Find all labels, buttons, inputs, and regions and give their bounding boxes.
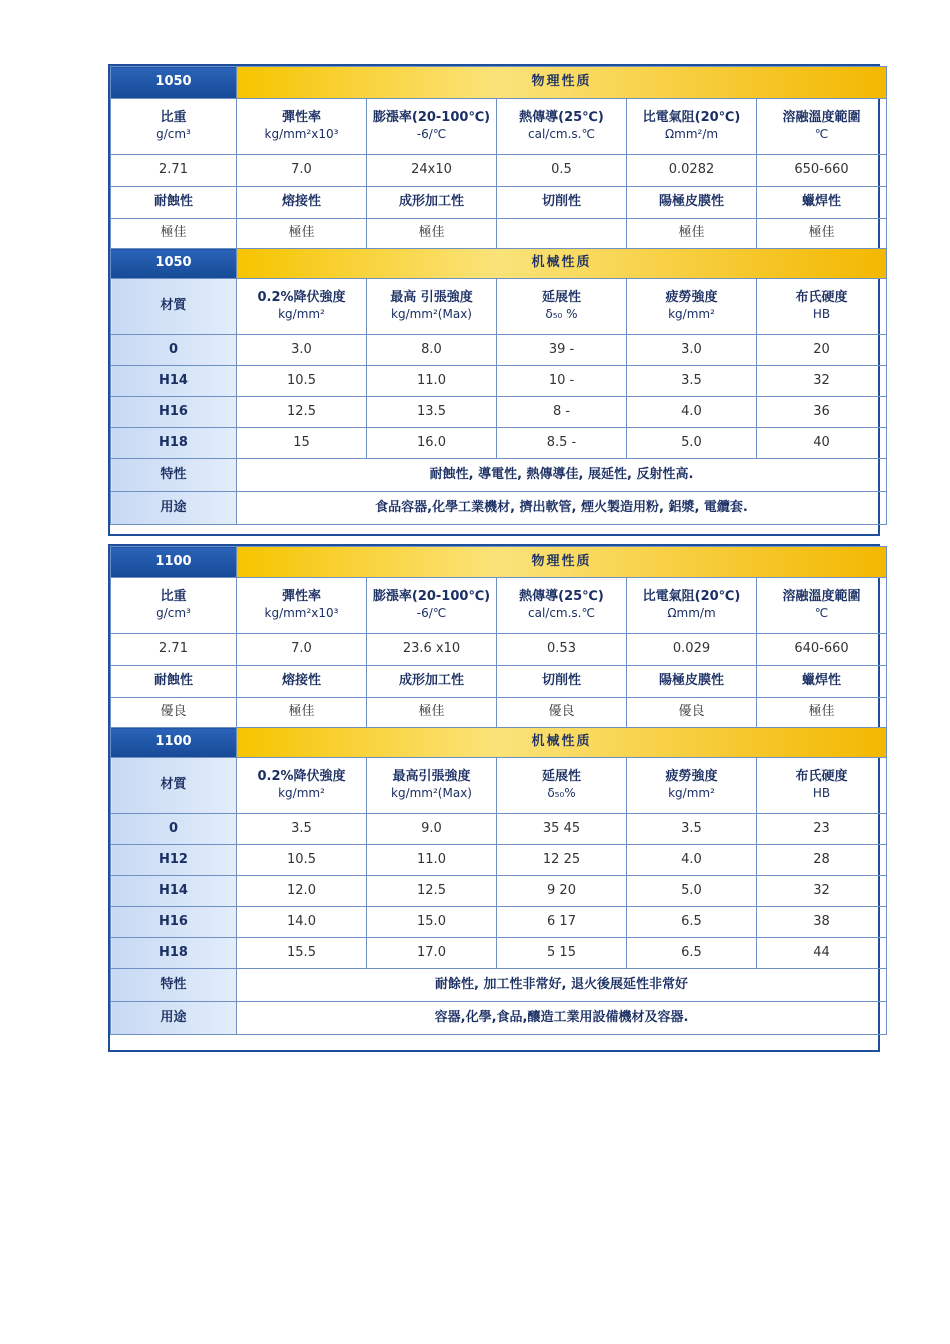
header-cell: 切削性 — [497, 187, 627, 219]
header-label: 比重 — [160, 110, 187, 126]
header-cell — [367, 99, 497, 155]
section-title: 物理性质 — [237, 547, 887, 578]
temper-cell: H14 — [111, 876, 237, 907]
header-cell — [237, 99, 367, 155]
header-unit: kg/mm² — [278, 786, 325, 801]
section-alloy-label: 1050 — [111, 249, 237, 279]
value-cell: 極佳 — [237, 219, 367, 249]
header-cell — [627, 279, 757, 335]
value-cell: 3.0 — [237, 335, 367, 366]
value-cell: 2.71 — [111, 155, 237, 187]
header-cell — [757, 99, 887, 155]
value-cell: 39 - — [497, 335, 627, 366]
header-cell: 材質 — [111, 758, 237, 814]
header-cell — [367, 578, 497, 634]
mechanical-header-row — [111, 758, 887, 814]
mechanical-header-row — [111, 279, 887, 335]
value-cell: 35 45 — [497, 814, 627, 845]
value-cell: 12.0 — [237, 876, 367, 907]
physical-values-row — [111, 155, 887, 187]
table-row — [111, 938, 887, 969]
header-label: 膨漲率(20-100℃) — [372, 589, 491, 605]
value-cell: 0.0282 — [627, 155, 757, 187]
value-cell: 10 - — [497, 366, 627, 397]
header-unit: kg/mm² — [668, 786, 715, 801]
header-unit: g/cm³ — [156, 606, 191, 621]
value-cell: 32 — [757, 366, 887, 397]
table-row — [111, 428, 887, 459]
physical-header-row — [111, 99, 887, 155]
table-row — [111, 907, 887, 938]
header-unit: δ₅₀ % — [545, 307, 578, 322]
value-cell: 8.0 — [367, 335, 497, 366]
header-unit: g/cm³ — [156, 127, 191, 142]
table-row — [111, 814, 887, 845]
header-cell: 材質 — [111, 279, 237, 335]
processing-header-row — [111, 187, 887, 219]
header-label: 比電氣阻(20℃) — [642, 589, 741, 605]
header-label: 溶融溫度範圍 — [782, 589, 861, 605]
header-label: 比重 — [160, 589, 187, 605]
header-cell — [757, 758, 887, 814]
value-cell: 4.0 — [627, 397, 757, 428]
header-unit: cal/cm.s.℃ — [528, 127, 595, 142]
header-label: 延展性 — [541, 290, 581, 306]
table-row — [111, 335, 887, 366]
value-cell: 15.0 — [367, 907, 497, 938]
feature-text: 耐餘性, 加工性非常好, 退火後展延性非常好 — [237, 969, 887, 1002]
header-unit: cal/cm.s.℃ — [528, 606, 595, 621]
physical-section-header — [111, 67, 887, 99]
temper-cell: H14 — [111, 366, 237, 397]
header-unit: kg/mm² — [668, 307, 715, 322]
temper-cell: H16 — [111, 397, 237, 428]
temper-cell: H18 — [111, 938, 237, 969]
header-unit: HB — [812, 307, 831, 322]
header-cell: 成形加工性 — [367, 187, 497, 219]
value-cell: 0.5 — [497, 155, 627, 187]
section-title: 机械性质 — [237, 249, 887, 279]
header-label: 最高引張強度 — [392, 769, 471, 785]
header-cell: 切削性 — [497, 666, 627, 698]
value-cell: 5 15 — [497, 938, 627, 969]
value-cell: 0.029 — [627, 634, 757, 666]
value-cell: 640-660 — [757, 634, 887, 666]
header-cell: 陽極皮膜性 — [627, 187, 757, 219]
header-cell: 耐蝕性 — [111, 187, 237, 219]
value-cell: 15.5 — [237, 938, 367, 969]
value-cell: 4.0 — [627, 845, 757, 876]
value-cell: 12.5 — [237, 397, 367, 428]
header-unit: -6/℃ — [416, 606, 447, 621]
value-cell: 38 — [757, 907, 887, 938]
value-cell: 8.5 - — [497, 428, 627, 459]
header-cell: 陽極皮膜性 — [627, 666, 757, 698]
section-title: 机械性质 — [237, 728, 887, 758]
header-cell — [497, 758, 627, 814]
header-unit: HB — [812, 786, 831, 801]
value-cell: 10.5 — [237, 366, 367, 397]
header-label: 溶融溫度範圍 — [782, 110, 861, 126]
value-cell: 11.0 — [367, 845, 497, 876]
header-cell — [367, 758, 497, 814]
temper-cell: H16 — [111, 907, 237, 938]
header-label: 彈性率 — [281, 589, 321, 605]
value-cell: 11.0 — [367, 366, 497, 397]
value-cell: 44 — [757, 938, 887, 969]
value-cell: 5.0 — [627, 876, 757, 907]
value-cell: 24x10 — [367, 155, 497, 187]
value-cell: 3.0 — [627, 335, 757, 366]
feature-label: 特性 — [111, 969, 237, 1002]
mechanical-section-header — [111, 728, 887, 758]
value-cell: 極佳 — [367, 219, 497, 249]
value-cell: 10.5 — [237, 845, 367, 876]
value-cell: 32 — [757, 876, 887, 907]
header-label: 疲勞強度 — [665, 290, 718, 306]
value-cell: 9.0 — [367, 814, 497, 845]
value-cell: 8 - — [497, 397, 627, 428]
header-cell — [497, 99, 627, 155]
header-cell — [757, 279, 887, 335]
value-cell: 5.0 — [627, 428, 757, 459]
header-cell: 成形加工性 — [367, 666, 497, 698]
value-cell: 極佳 — [367, 698, 497, 728]
value-cell: 極佳 — [627, 219, 757, 249]
feature-row — [111, 969, 887, 1002]
feature-label: 特性 — [111, 459, 237, 492]
temper-cell: H18 — [111, 428, 237, 459]
value-cell: 6.5 — [627, 938, 757, 969]
header-cell: 耐蝕性 — [111, 666, 237, 698]
feature-row — [111, 459, 887, 492]
value-cell: 23 — [757, 814, 887, 845]
header-unit: -6/℃ — [416, 127, 447, 142]
usage-row — [111, 492, 887, 525]
header-label: 最高 引張強度 — [390, 290, 473, 306]
header-cell: 熔接性 — [237, 666, 367, 698]
feature-text: 耐蝕性, 導電性, 熱傳導佳, 展延性, 反射性高. — [237, 459, 887, 492]
header-cell — [497, 279, 627, 335]
usage-label: 用途 — [111, 492, 237, 525]
header-label: 0.2%降伏強度 — [257, 769, 346, 785]
physical-values-row — [111, 634, 887, 666]
header-label: 彈性率 — [281, 110, 321, 126]
processing-values-row — [111, 698, 887, 728]
value-cell: 36 — [757, 397, 887, 428]
usage-label: 用途 — [111, 1002, 237, 1035]
value-cell: 12 25 — [497, 845, 627, 876]
value-cell: 28 — [757, 845, 887, 876]
value-cell: 14.0 — [237, 907, 367, 938]
value-cell: 極佳 — [757, 219, 887, 249]
table-row — [111, 876, 887, 907]
header-label: 疲勞強度 — [665, 769, 718, 785]
physical-header-row — [111, 578, 887, 634]
header-unit: ℃ — [814, 606, 829, 621]
value-cell: 3.5 — [627, 814, 757, 845]
header-unit: δ₅₀% — [547, 786, 576, 801]
value-cell: 40 — [757, 428, 887, 459]
alloy-1050-spec-table — [110, 66, 887, 525]
section-title: 物理性质 — [237, 67, 887, 99]
value-cell: 13.5 — [367, 397, 497, 428]
header-cell: 蠟焊性 — [757, 666, 887, 698]
alloy-1100-spec-table — [110, 546, 887, 1035]
value-cell: 優良 — [111, 698, 237, 728]
header-cell: 蠟焊性 — [757, 187, 887, 219]
value-cell: 極佳 — [757, 698, 887, 728]
header-cell — [627, 758, 757, 814]
header-cell — [237, 758, 367, 814]
temper-cell: 0 — [111, 335, 237, 366]
value-cell: 極佳 — [237, 698, 367, 728]
value-cell: 12.5 — [367, 876, 497, 907]
header-unit: Ωmm²/m — [664, 127, 719, 142]
usage-row — [111, 1002, 887, 1035]
alloy-1100-spec-panel — [108, 544, 880, 1052]
processing-header-row — [111, 666, 887, 698]
alloy-1050-spec-panel — [108, 64, 880, 536]
header-cell — [237, 279, 367, 335]
value-cell: 0.53 — [497, 634, 627, 666]
header-cell — [627, 578, 757, 634]
header-unit: kg/mm²x10³ — [264, 127, 339, 142]
header-unit: kg/mm²(Max) — [391, 786, 472, 801]
temper-cell: 0 — [111, 814, 237, 845]
value-cell: 9 20 — [497, 876, 627, 907]
header-label: 熱傳導(25℃) — [519, 110, 604, 126]
value-cell: 7.0 — [237, 155, 367, 187]
processing-values-row — [111, 219, 887, 249]
mechanical-section-header — [111, 249, 887, 279]
value-cell: 優良 — [497, 698, 627, 728]
value-cell: 3.5 — [237, 814, 367, 845]
usage-text: 容器,化學,食品,釀造工業用設備機材及容器. — [237, 1002, 887, 1035]
header-unit: kg/mm²x10³ — [264, 606, 339, 621]
value-cell: 2.71 — [111, 634, 237, 666]
section-alloy-label: 1050 — [111, 67, 237, 99]
header-unit: kg/mm²(Max) — [391, 307, 472, 322]
physical-section-header — [111, 547, 887, 578]
header-label: 布氏硬度 — [795, 290, 848, 306]
table-row — [111, 366, 887, 397]
header-label: 比電氣阻(20℃) — [642, 110, 741, 126]
header-unit: kg/mm² — [278, 307, 325, 322]
header-cell — [367, 279, 497, 335]
header-cell — [497, 578, 627, 634]
value-cell: 23.6 x10 — [367, 634, 497, 666]
table-row — [111, 397, 887, 428]
value-cell — [497, 219, 627, 249]
value-cell: 16.0 — [367, 428, 497, 459]
value-cell: 3.5 — [627, 366, 757, 397]
value-cell: 7.0 — [237, 634, 367, 666]
section-alloy-label: 1100 — [111, 547, 237, 578]
header-unit: Ωmm/m — [667, 606, 716, 621]
temper-cell: H12 — [111, 845, 237, 876]
section-alloy-label: 1100 — [111, 728, 237, 758]
value-cell: 20 — [757, 335, 887, 366]
header-cell — [627, 99, 757, 155]
header-label: 布氏硬度 — [795, 769, 848, 785]
header-cell — [111, 99, 237, 155]
value-cell: 優良 — [627, 698, 757, 728]
header-label: 0.2%降伏強度 — [257, 290, 346, 306]
header-label: 熱傳導(25℃) — [519, 589, 604, 605]
value-cell: 極佳 — [111, 219, 237, 249]
table-row — [111, 845, 887, 876]
header-label: 延展性 — [541, 769, 581, 785]
header-label: 膨漲率(20-100℃) — [372, 110, 491, 126]
header-cell: 熔接性 — [237, 187, 367, 219]
value-cell: 650-660 — [757, 155, 887, 187]
value-cell: 15 — [237, 428, 367, 459]
header-cell — [237, 578, 367, 634]
value-cell: 17.0 — [367, 938, 497, 969]
header-unit: ℃ — [814, 127, 829, 142]
value-cell: 6 17 — [497, 907, 627, 938]
usage-text: 食品容器,化學工業機材, 擠出軟管, 煙火製造用粉, 鋁漿, 電纜套. — [237, 492, 887, 525]
header-cell — [111, 578, 237, 634]
value-cell: 6.5 — [627, 907, 757, 938]
header-cell — [757, 578, 887, 634]
